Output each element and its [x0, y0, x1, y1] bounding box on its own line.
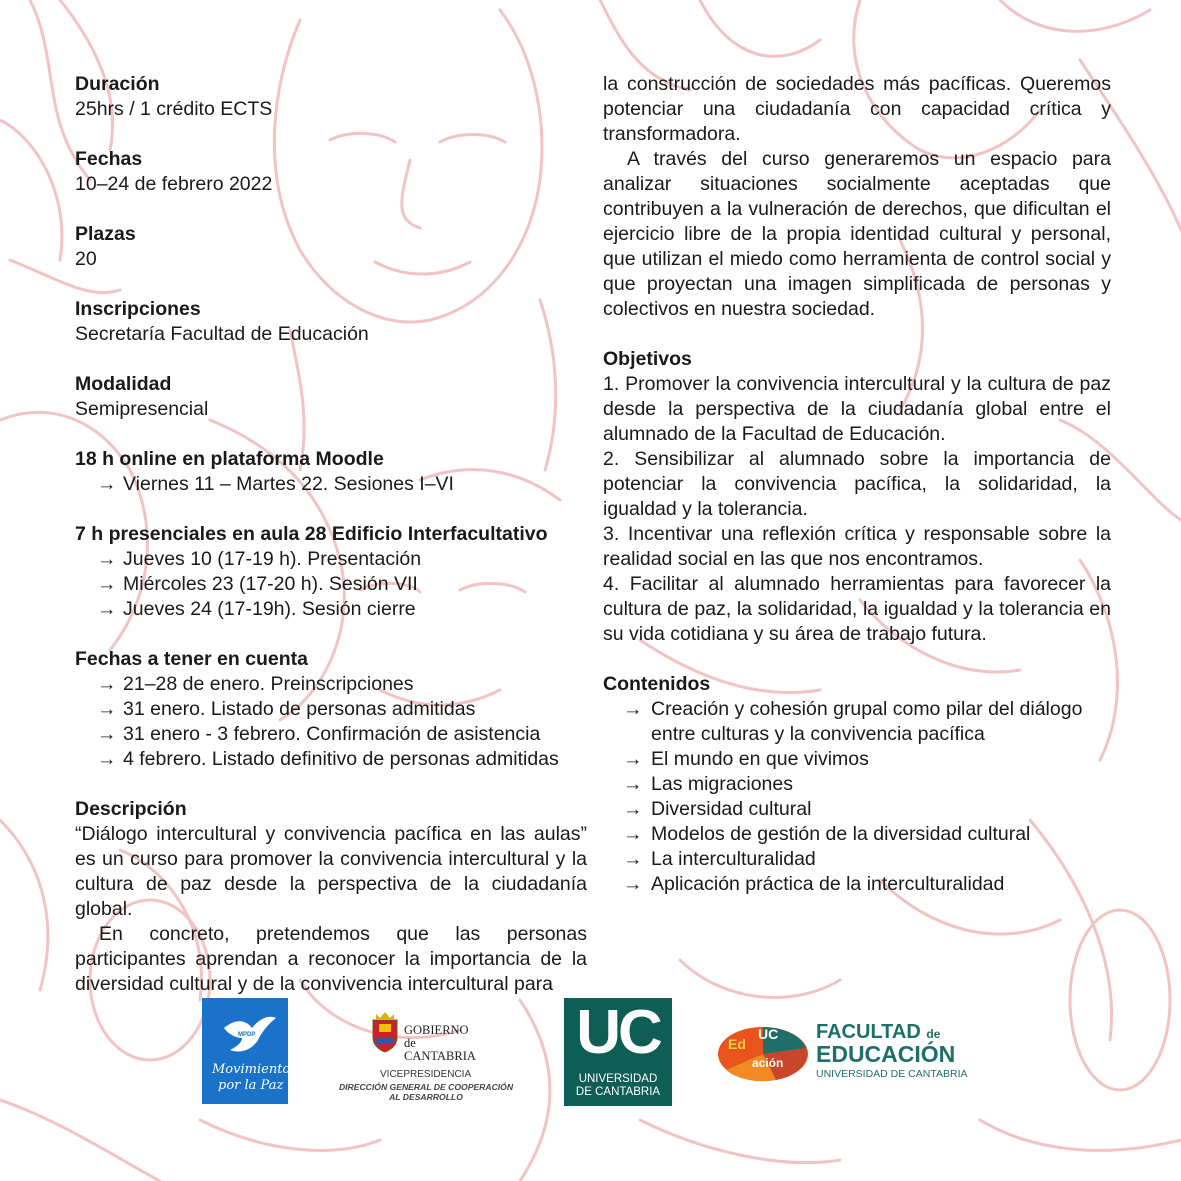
- uc-name: UNIVERSIDAD DE CANTABRIA: [575, 1073, 661, 1098]
- educacion-title: EDUCACIÓN: [816, 1041, 956, 1067]
- badge-acion: ación: [752, 1056, 784, 1070]
- descripcion-paragraph-1: “Diálogo intercultural y convivencia pacífica en las aulas” es un curso para promover la convivencia intercultural y la cultura de paz desde la perspectiva de la ciudadanía global.: [75, 823, 587, 920]
- modalidad-value: Semipresencial: [75, 398, 209, 420]
- objetivos-label: Objetivos: [603, 348, 692, 370]
- mpdp-abbr: MPDP: [238, 1032, 256, 1038]
- list-item: → Viernes 11 – Martes 22. Sesiones I–VI: [97, 473, 454, 495]
- objetivo-item: 1. Promover la convivencia intercultural y la cultura de paz desde la perspectiva de la ciudadanía global entre el alumnado de la Facultad de Educación.: [603, 373, 1111, 445]
- list-item: → 21–28 de enero. Preinscripciones: [97, 673, 414, 695]
- arrow-right-icon: →: [623, 823, 643, 845]
- list-item: → 31 enero. Listado de personas admitidas: [97, 698, 476, 720]
- list-item: → La interculturalidad: [623, 848, 816, 870]
- objetivo-item: 2. Sensibilizar al alumnado sobre la importancia de potenciar la convivencia pacífica, la solidaridad, la igualdad y la tolerancia.: [603, 448, 1111, 520]
- arrow-right-icon: →: [623, 748, 643, 770]
- coat-of-arms-icon: [370, 1010, 400, 1054]
- descripcion-section: [75, 797, 587, 997]
- arrow-right-icon: →: [97, 573, 117, 595]
- contenidos-section: [603, 672, 1111, 897]
- arrow-right-icon: →: [97, 698, 117, 720]
- arrow-right-icon: →: [97, 723, 117, 745]
- inscripciones-label: Inscripciones: [75, 298, 201, 320]
- objetivos-section: [603, 347, 1111, 647]
- fechas-label: Fechas: [75, 148, 143, 170]
- arrow-right-icon: →: [97, 673, 117, 695]
- badge-ed: Ed: [728, 1036, 746, 1052]
- inscripciones-value: Secretaría Facultad de Educación: [75, 323, 369, 345]
- universidad-cantabria-logo: [564, 998, 672, 1106]
- objetivo-item: 3. Incentivar una reflexión crítica y responsable sobre la realidad social en las que nos encontramos.: [603, 523, 1111, 570]
- list-item: → Diversidad cultural: [623, 798, 812, 820]
- modalidad-section: [75, 372, 587, 422]
- gobierno-title: GOBIERNO de CANTABRIA: [404, 1023, 476, 1063]
- arrow-right-icon: →: [623, 698, 643, 720]
- list-item: → 4 febrero. Listado definitivo de personas admitidas: [97, 748, 559, 770]
- duracion-section: [75, 72, 587, 122]
- descripcion-continued: [603, 72, 1111, 322]
- list-item: → El mundo en que vivimos: [623, 748, 869, 770]
- duracion-value: 25hrs / 1 crédito ECTS: [75, 98, 273, 120]
- gobierno-cantabria-logo: [334, 1002, 518, 1106]
- objetivo-item: 4. Facilitar al alumnado herramientas para favorecer la cultura de paz, la solidaridad, la igualdad y la tolerancia en su vida cotidiana y su área de trabajo futura.: [603, 573, 1111, 645]
- list-item: → Las migraciones: [623, 773, 793, 795]
- plazas-label: Plazas: [75, 223, 136, 245]
- list-item: → Miércoles 23 (17-20 h). Sesión VII: [97, 573, 418, 595]
- contenidos-label: Contenidos: [603, 673, 711, 695]
- list-item: → Jueves 10 (17-19 h). Presentación: [97, 548, 422, 570]
- list-item: → Aplicación práctica de la interculturalidad: [623, 873, 1005, 895]
- descripcion-paragraph-2: En concreto, pretendemos que las personas participantes aprendan a reconocer la importancia de la diversidad cultural y de la convivencia intercultural para: [75, 923, 587, 995]
- descripcion-paragraph-3: A través del curso generaremos un espacio para analizar situaciones socialmente aceptadas que contribuyen a la vulneración de derechos, que dificultan el ejercicio libre de la propia identidad cultural y personal, que utilizan el miedo como herramienta de control social y que proyectan una imagen simplificada de personas y colectivos en nuestra sociedad.: [603, 148, 1111, 320]
- list-item: → Modelos de gestión de la diversidad cultural: [623, 823, 1031, 845]
- left-column: [75, 72, 587, 997]
- right-column: [603, 72, 1111, 922]
- badge-uc: UC: [758, 1026, 779, 1042]
- facultad-educacion-logo: [716, 1014, 976, 1084]
- uc-mark: UC: [576, 998, 660, 1067]
- list-item: → 31 enero - 3 febrero. Confirmación de asistencia: [97, 723, 541, 745]
- arrow-right-icon: →: [623, 773, 643, 795]
- plazas-value: 20: [75, 248, 97, 270]
- arrow-right-icon: →: [97, 598, 117, 620]
- arrow-right-icon: →: [97, 473, 117, 495]
- presencial-section: [75, 522, 587, 622]
- descripcion-label: Descripción: [75, 798, 187, 820]
- facultad-title: FACULTAD de: [816, 1021, 941, 1043]
- fechas-section: [75, 147, 587, 197]
- sponsor-logos: [0, 996, 1181, 1108]
- universidad-subtitle: UNIVERSIDAD DE CANTABRIA: [816, 1068, 968, 1080]
- arrow-right-icon: →: [623, 798, 643, 820]
- online-section: [75, 447, 587, 497]
- movimiento-por-la-paz-logo: [202, 998, 291, 1104]
- arrow-right-icon: →: [623, 873, 643, 895]
- presencial-label: 7 h presenciales en aula 28 Edificio Interfacultativo: [75, 523, 548, 545]
- arrow-right-icon: →: [97, 548, 117, 570]
- plazas-section: [75, 222, 587, 272]
- fechas-cuenta-section: [75, 647, 587, 772]
- inscripciones-section: [75, 297, 587, 347]
- fechas-value: 10–24 de febrero 2022: [75, 173, 273, 195]
- descripcion-continuation: la construcción de sociedades más pacíficas. Queremos potenciar una ciudadanía con capacidad crítica y transformadora.: [603, 73, 1111, 145]
- list-item: → Creación y cohesión grupal como pilar del diálogo entre culturas y la convivencia pacífica: [623, 698, 1083, 745]
- modalidad-label: Modalidad: [75, 373, 172, 395]
- vicepresidencia-label: VICEPRESIDENCIA: [380, 1069, 472, 1080]
- fechas-cuenta-label: Fechas a tener en cuenta: [75, 648, 309, 670]
- list-item: → Jueves 24 (17-19h). Sesión cierre: [97, 598, 416, 620]
- duracion-label: Duración: [75, 73, 160, 95]
- arrow-right-icon: →: [623, 848, 643, 870]
- online-label: 18 h online en plataforma Moodle: [75, 448, 384, 470]
- arrow-right-icon: →: [97, 748, 117, 770]
- direccion-general-label: DIRECCIÓN GENERAL DE COOPERACIÓN AL DESARROLLO: [338, 1082, 514, 1102]
- mpdp-text: Movimiento por la Paz: [212, 1062, 291, 1093]
